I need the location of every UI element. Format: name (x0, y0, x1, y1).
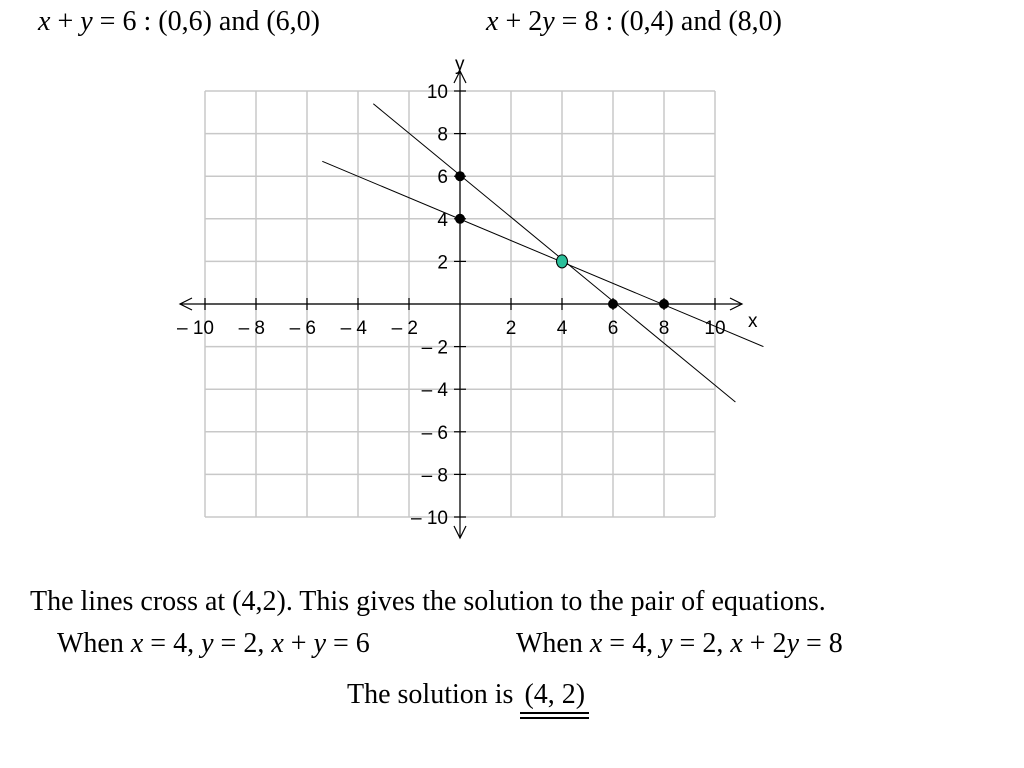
series-line-2 (322, 161, 763, 346)
x-tick-label: – 2 (391, 318, 418, 339)
x-tick-label: – 4 (340, 318, 367, 339)
x-tick-label: – 6 (289, 318, 316, 339)
y-tick-label: – 4 (421, 380, 448, 402)
intercept-point (455, 214, 465, 224)
check1-xval: = 4, (143, 628, 202, 659)
eq1-rhs: = 6 (92, 6, 137, 37)
check1-yval: = 2, (213, 628, 272, 659)
y-tick-label: – 8 (421, 465, 448, 487)
check-equation-2 (516, 626, 843, 662)
x-tick-label: 10 (704, 318, 726, 339)
x-tick-label: – 8 (238, 318, 265, 339)
check1-eq-rhs: = 6 (326, 628, 370, 659)
solution-statement (347, 677, 589, 713)
x-tick-label: 4 (556, 318, 568, 339)
solution-label: The solution is (347, 679, 521, 710)
check2-yval: = 2, (672, 628, 731, 659)
eq2-var-y: y (542, 6, 555, 37)
intercept-point (455, 171, 465, 181)
series-lines (322, 104, 763, 402)
check2-eq-x: x (730, 628, 743, 659)
y-tick-label: 4 (437, 209, 448, 231)
check1-y: y (201, 628, 214, 659)
y-tick-label: – 10 (411, 508, 448, 529)
y-tick-label: 2 (437, 252, 448, 274)
check2-x: x (589, 628, 603, 659)
x-axis-label: x (748, 311, 758, 332)
intercept-point (608, 299, 618, 309)
check2-y: y (660, 628, 673, 659)
check1-x: x (130, 628, 144, 659)
x-tick-label: – 10 (177, 318, 214, 339)
ticks (177, 82, 726, 529)
x-tick-label: 2 (505, 318, 517, 339)
check1-eq-x: x (271, 628, 284, 659)
x-tick-label: 8 (658, 318, 670, 339)
eq2-operator: + 2 (498, 6, 543, 37)
check1-eq-op: + (283, 628, 314, 659)
check2-eq-y: y (786, 628, 799, 659)
eq1-var-y: y (80, 6, 93, 37)
eq2-var-x: x (486, 6, 499, 37)
check1-when: When (57, 628, 131, 659)
y-tick-label: – 2 (421, 337, 448, 359)
x-tick-label: 6 (607, 318, 619, 339)
y-tick-label: – 6 (421, 422, 448, 444)
intersection-point (557, 255, 568, 268)
solution-value: (4, 2) (520, 677, 589, 713)
intercept-point (659, 299, 669, 309)
check2-eq-rhs: = 8 (799, 628, 843, 659)
axes (180, 54, 758, 538)
check-equation-1 (57, 626, 370, 662)
y-axis-label: y (455, 54, 465, 75)
y-tick-label: 8 (437, 124, 448, 146)
y-tick-label: 6 (437, 167, 448, 189)
explanation-sentence: The lines cross at (4,2). This gives the solution to the pair of equations. (30, 586, 826, 617)
eq1-operator: + (50, 6, 81, 37)
check1-eq-y: y (313, 628, 326, 659)
y-tick-label: 10 (426, 82, 448, 103)
check2-when: When (516, 628, 590, 659)
check2-xval: = 4, (602, 628, 661, 659)
check2-eq-op: + 2 (742, 628, 787, 659)
eq1-var-x: x (38, 6, 51, 37)
eq1-intercepts: : (0,6) and (6,0) (136, 6, 320, 37)
eq2-rhs: = 8 (554, 6, 599, 37)
eq2-intercepts: : (0,4) and (8,0) (598, 6, 782, 37)
